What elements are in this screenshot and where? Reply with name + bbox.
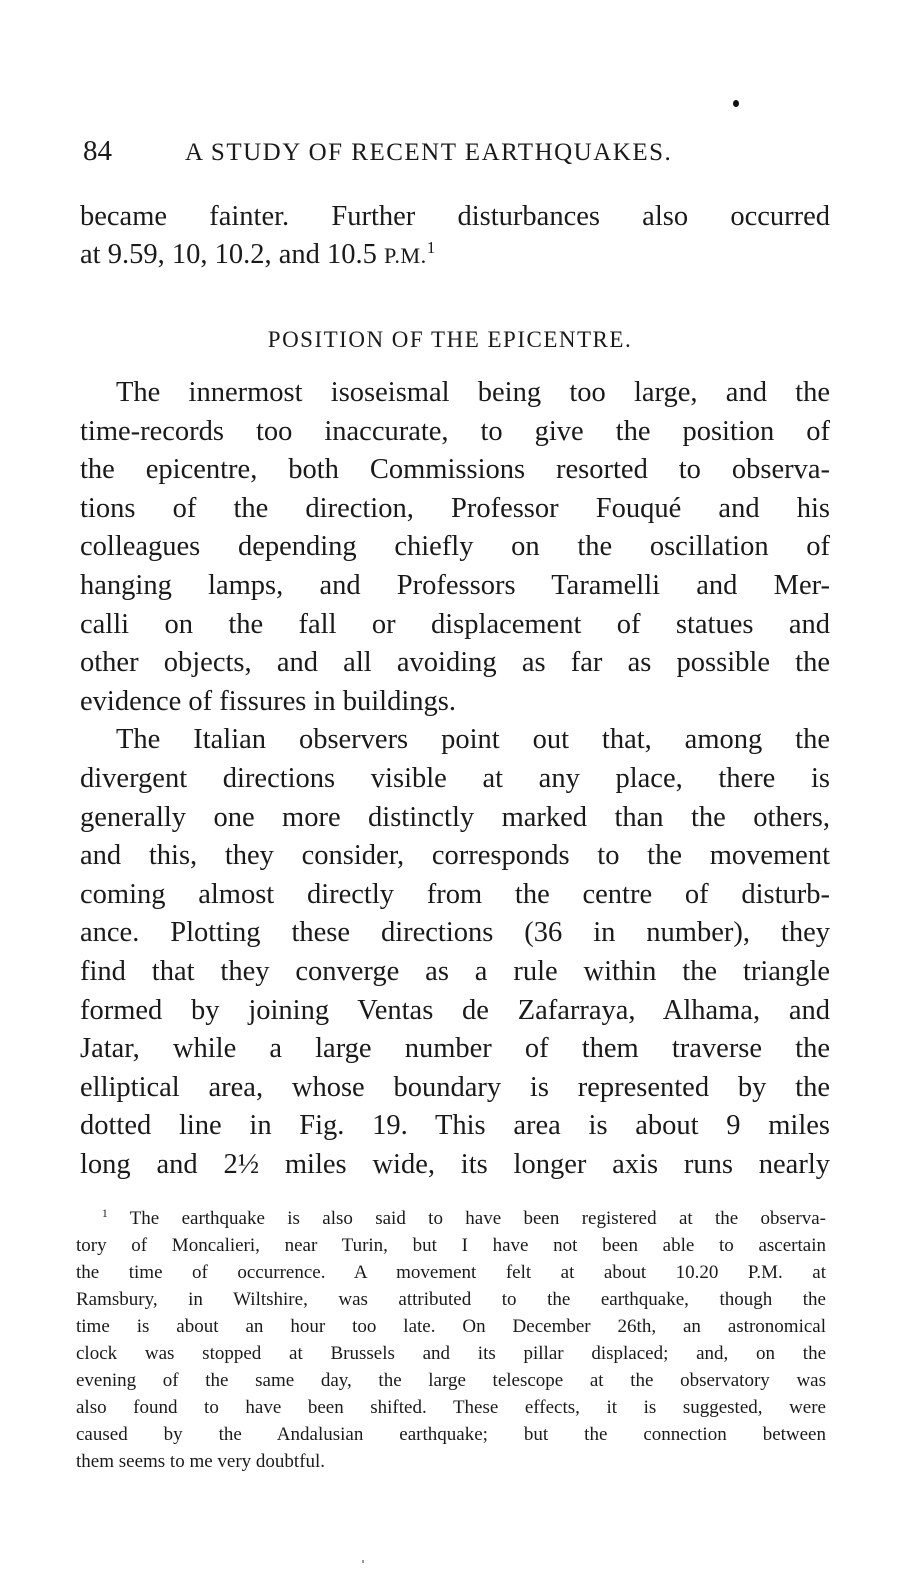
text-line: hanging lamps, and Professors Taramelli and Mer- [80,569,830,601]
text-line: evidence of fissures in buildings. [80,685,456,717]
footnote-text: The earthquake is also said to have been registered at the observa- [129,1208,826,1229]
footnote-line: them seems to me very doubtful. [76,1451,326,1472]
footnote-first-line [76,1205,826,1232]
paragraph-1 [80,374,830,413]
text-line: find that they converge as a rule within the triangle [80,955,830,987]
footnote-line: the time of occurrence. A movement felt at about 10.20 P.M. at [76,1262,826,1283]
running-title: A STUDY OF RECENT EARTHQUAKES. [185,139,673,166]
page-number: 84 [83,135,112,167]
text-line: long and 2½ miles wide, its longer axis runs nearly [80,1148,830,1180]
text-line [80,236,830,275]
time-pm: P.M. [383,243,427,268]
footnote-line: time is about an hour too late. On December 26th, an astronomical [76,1316,826,1337]
footnote-line: clock was stopped at Brussels and its pillar displaced; and, on the [76,1343,826,1364]
text-line: The innermost isoseismal being too large, and the [116,377,830,408]
text-line: formed by joining Ventas de Zafarraya, Alhama, and [80,994,830,1026]
text-line: and this, they consider, corresponds to the movement [80,840,830,872]
text-line: tions of the direction, Professor Fouqué and his [80,492,830,524]
footnote-line: evening of the same day, the large telescope at the observatory was [76,1370,826,1391]
footnote-line [102,1205,826,1232]
section-heading: POSITION OF THE EPICENTRE. [267,327,633,352]
text-line: became fainter. Further disturbances also occurred [80,201,830,232]
text-line: generally one more distinctly marked than the others, [80,801,830,833]
text-fragment: at 9.59, 10, 10.2, and 10.5 [80,239,384,270]
footnote-line: also found to have been shifted. These effects, it is suggested, were [76,1397,826,1418]
footnote-line: Ramsbury, in Wiltshire, was attributed to the earthquake, though the [76,1289,826,1310]
print-mark [362,1560,364,1563]
text-line: The Italian observers point out that, among the [116,724,830,756]
footnote-line: tory of Moncalieri, near Turin, but I have not been able to ascertain [76,1235,826,1256]
footnote-line: caused by the Andalusian earthquake; but the connection between [76,1424,826,1445]
text-line: time-records too inaccurate, to give the position of [80,415,830,447]
text-line: other objects, and all avoiding as far as possible the [80,647,830,679]
text-line: elliptical area, whose boundary is represented by the [80,1071,830,1103]
body-paragraphs [80,374,830,1184]
text-line: ance. Plotting these directions (36 in number), they [80,917,830,949]
text-line: calli on the fall or displacement of statues and [80,608,830,640]
text-line: dotted line in Fig. 19. This area is about 9 miles [80,1110,830,1142]
footnote-ref: 1 [426,237,436,257]
text-line: Jatar, while a large number of them traverse the [80,1033,830,1065]
text-line: coming almost directly from the centre of disturb- [80,878,830,910]
text-line: divergent directions visible at any place, there is [80,762,830,794]
continuation-text [80,198,830,275]
text-line: colleagues depending chiefly on the oscillation of [80,531,830,563]
footnote-marker: 1 [102,1208,108,1221]
footnote [76,1205,826,1475]
text-line: the epicentre, both Commissions resorted to observa- [80,454,830,486]
ink-speck [733,100,739,107]
page-header [83,135,843,175]
paragraph-2 [80,721,830,760]
